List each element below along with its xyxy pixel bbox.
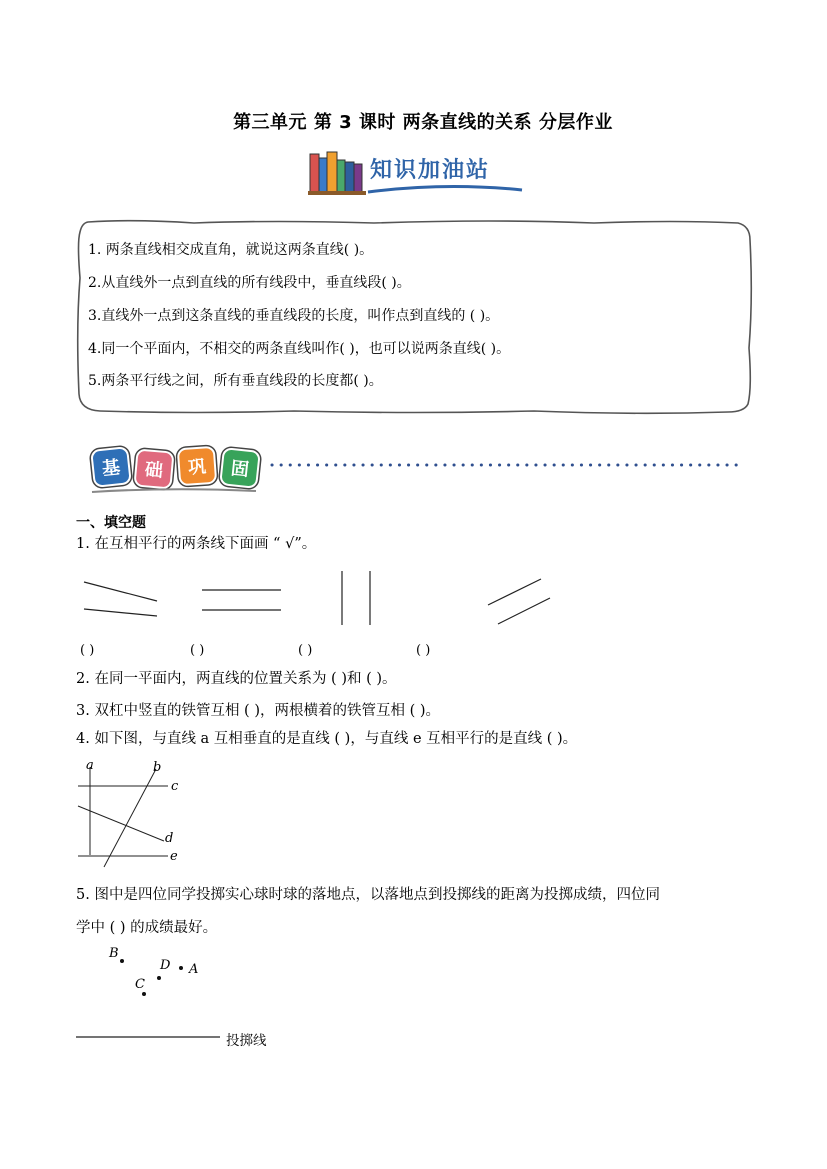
section-title: 一、填空题 <box>76 515 146 531</box>
dotted-divider <box>268 460 748 470</box>
section-banner-underline <box>90 486 260 496</box>
line-label-d: d <box>165 831 174 846</box>
line-label-c: c <box>171 779 179 794</box>
question-4: 4. 如下图，与直线 a 互相垂直的是直线 ( )，与直线 e 互相平行的是直线 ( )。 <box>76 731 578 747</box>
page-title: 第三单元 第 3 课时 两条直线的关系 分层作业 <box>233 112 613 133</box>
knowledge-item-4: 4.同一个平面内，不相交的两条直线叫作( )，也可以说两条直线( )。 <box>88 341 511 357</box>
knowledge-item-1: 1. 两条直线相交成直角，就说这两条直线( )。 <box>88 242 374 258</box>
throw-line <box>76 1035 226 1041</box>
q1-answer-3[interactable]: ( ) <box>298 643 313 658</box>
section-badge-4: 固 <box>219 447 261 489</box>
knowledge-banner-label: 知识加油站 <box>370 158 491 183</box>
point-label-d: D <box>160 958 171 973</box>
throw-line-label: 投掷线 <box>226 1033 267 1049</box>
question-5-line-1: 5. 图中是四位同学投掷实心球时球的落地点，以落地点到投掷线的距离为投掷成绩，四位同 <box>76 887 660 903</box>
landing-points <box>110 950 200 1000</box>
question-3: 3. 双杠中竖直的铁管互相 ( )，两根横着的铁管互相 ( )。 <box>76 703 441 719</box>
q1-answer-4[interactable]: ( ) <box>416 643 431 658</box>
q1-answer-2[interactable]: ( ) <box>190 643 205 658</box>
knowledge-item-2: 2.从直线外一点到直线的所有线段中，垂直线段( )。 <box>88 275 411 291</box>
q1-line-figures <box>70 565 570 630</box>
banner-underline <box>366 178 526 198</box>
section-badge-2: 础 <box>133 448 174 489</box>
line-label-b: b <box>153 760 162 775</box>
q1-answer-1[interactable]: ( ) <box>80 643 95 658</box>
point-label-b: B <box>109 946 119 961</box>
section-badge-1: 基 <box>90 446 132 488</box>
knowledge-item-5: 5.两条平行线之间，所有垂直线段的长度都( )。 <box>88 373 383 389</box>
question-5-line-2: 学中 ( ) 的成绩最好。 <box>76 920 218 936</box>
line-label-a: a <box>86 758 94 773</box>
question-2: 2. 在同一平面内，两直线的位置关系为 ( )和 ( )。 <box>76 671 397 687</box>
section-badge-3: 巩 <box>177 446 218 487</box>
knowledge-item-3: 3.直线外一点到这条直线的垂直线段的长度，叫作点到直线的 ( )。 <box>88 308 500 324</box>
point-label-c: C <box>135 977 145 992</box>
books-icon <box>308 150 368 196</box>
question-1: 1. 在互相平行的两条线下面画 “ √”。 <box>76 536 317 552</box>
line-label-e: e <box>170 849 178 864</box>
point-label-a: A <box>189 962 199 977</box>
